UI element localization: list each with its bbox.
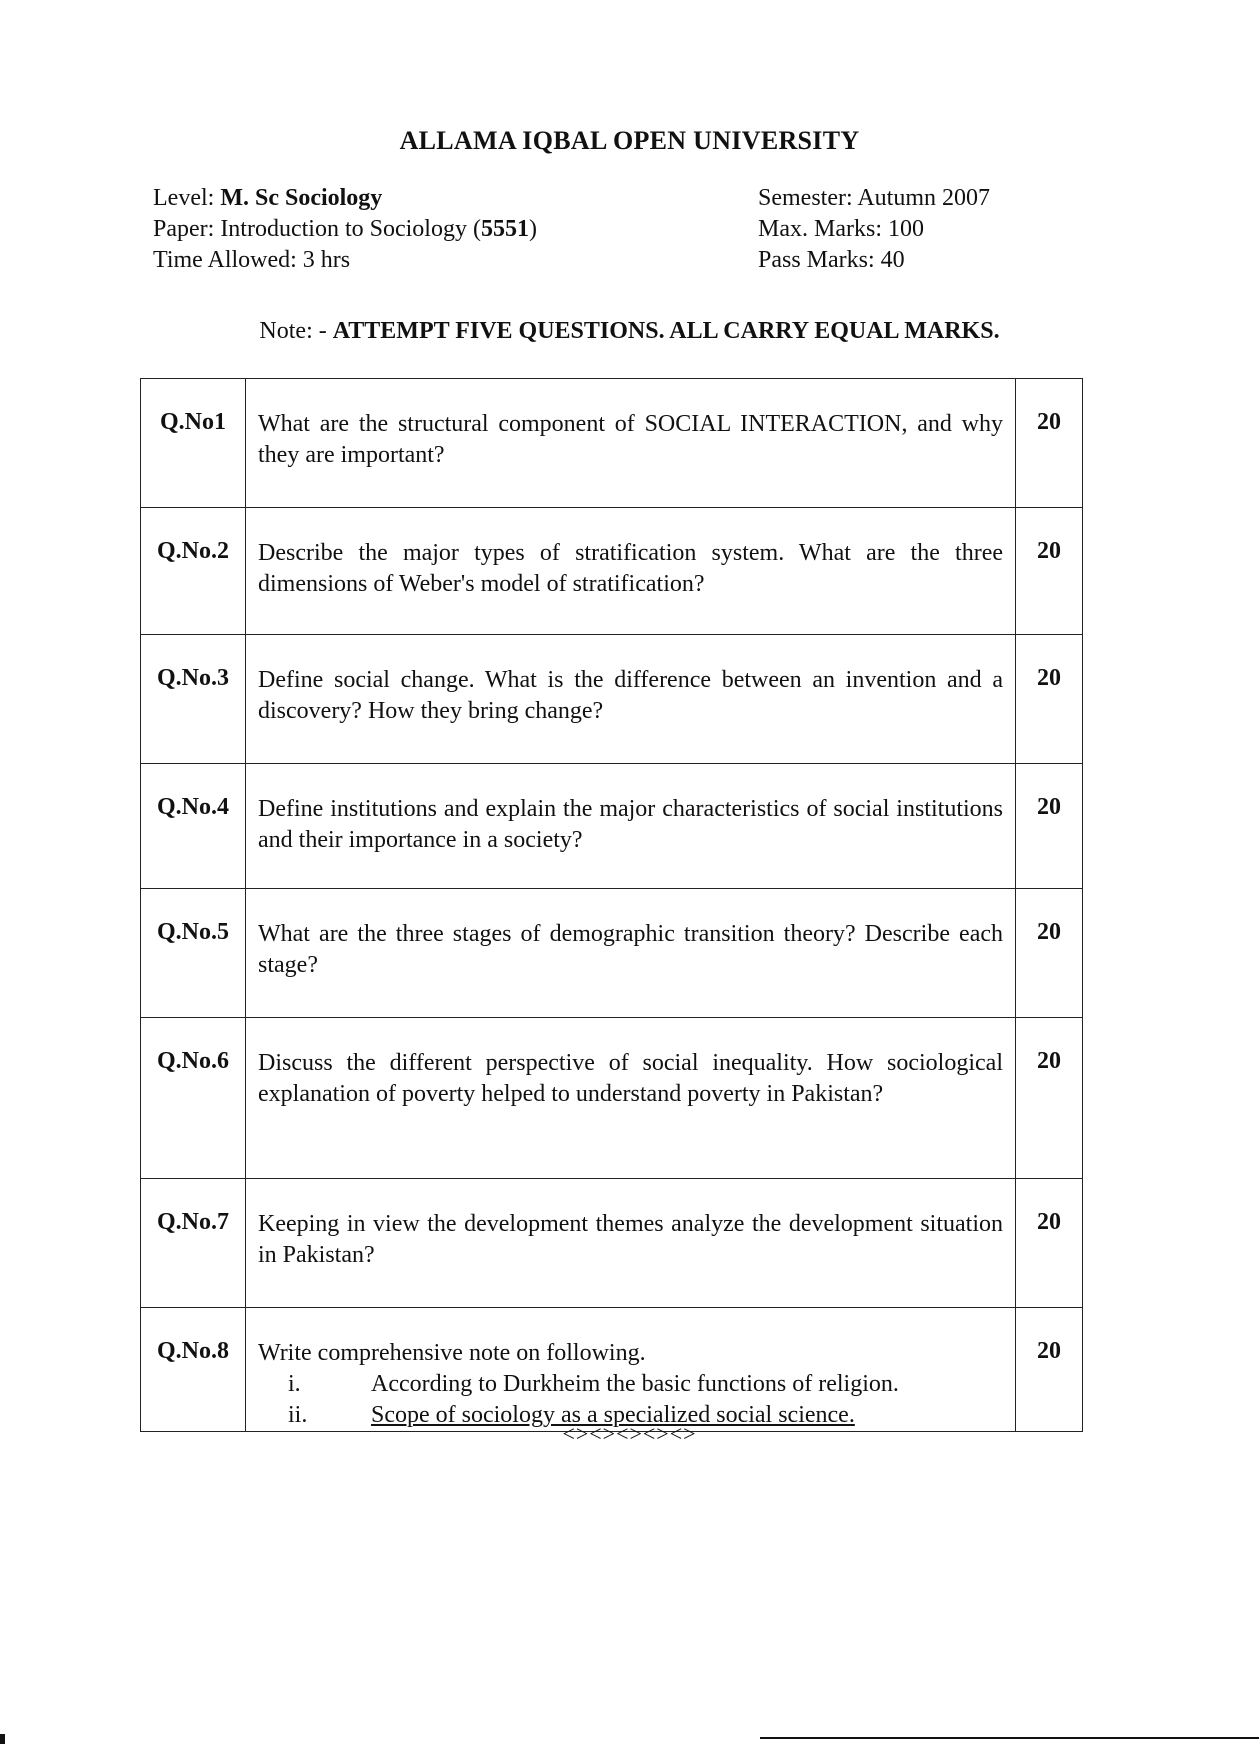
question-number: Q.No.5: [141, 889, 246, 1018]
question-marks: 20: [1016, 1308, 1083, 1432]
question-row: [141, 635, 1083, 764]
question-number: Q.No.2: [141, 508, 246, 635]
question-row: [141, 1308, 1083, 1432]
question-number: Q.No.8: [141, 1308, 246, 1432]
semester: Semester: Autumn 2007: [758, 185, 990, 211]
note-text: ATTEMPT FIVE QUESTIONS. ALL CARRY EQUAL MARKS.: [332, 318, 1000, 344]
university-title: ALLAMA IQBAL OPEN UNIVERSITY: [399, 126, 860, 155]
max-marks: Max. Marks: 100: [758, 216, 924, 242]
question-row: [141, 764, 1083, 889]
sub-item-text: Scope of sociology as a specialized social science.: [371, 1402, 855, 1428]
question-marks: 20: [1016, 635, 1083, 764]
question-marks: 20: [1016, 379, 1083, 508]
footer-rule: [760, 1737, 1259, 1739]
instructions-note: Note: - ATTEMPT FIVE QUESTIONS. ALL CARRY EQUAL MARKS.: [259, 318, 1000, 344]
question-row: [141, 508, 1083, 635]
question-text: Define institutions and explain the major characteristics of social institutions and their importance in a society?: [246, 764, 1016, 889]
scan-mark: [0, 1734, 5, 1744]
question-text: Define social change. What is the difference between an invention and a discovery? How they bring change?: [246, 635, 1016, 764]
question-text: Describe the major types of stratification system. What are the three dimensions of Weber's model of stratification?: [246, 508, 1016, 635]
sub-item: [258, 1369, 1003, 1400]
question-number: Q.No.7: [141, 1179, 246, 1308]
question-text: Discuss the different perspective of social inequality. How sociological explanation of poverty helped to understand poverty in Pakistan?: [246, 1018, 1016, 1179]
question-text: [246, 1308, 1016, 1432]
question-row: [141, 1179, 1083, 1308]
sub-item-number: ii.: [288, 1402, 308, 1428]
level-line: Level: M. Sc Sociology: [153, 185, 383, 211]
question-text: What are the three stages of demographic transition theory? Describe each stage?: [246, 889, 1016, 1018]
sub-item-number: i.: [288, 1371, 301, 1397]
question-number: Q.No.4: [141, 764, 246, 889]
question-text: What are the structural component of SOCIAL INTERACTION, and why they are important?: [246, 379, 1016, 508]
question-marks: 20: [1016, 1179, 1083, 1308]
time-allowed: Time Allowed: 3 hrs: [153, 247, 351, 273]
exam-details-left: [153, 183, 537, 276]
question-marks: 20: [1016, 764, 1083, 889]
level-value: M. Sc Sociology: [220, 185, 383, 211]
end-marker: <><><><><>: [562, 1421, 697, 1446]
question-number: Q.No1: [141, 379, 246, 508]
paper-line: Paper: Introduction to Sociology (5551): [153, 216, 537, 242]
pass-marks: Pass Marks: 40: [758, 247, 905, 273]
question-marks: 20: [1016, 889, 1083, 1018]
question-marks: 20: [1016, 508, 1083, 635]
paper-code: 5551: [480, 216, 529, 242]
question-text: Keeping in view the development themes analyze the development situation in Pakistan?: [246, 1179, 1016, 1308]
question-number: Q.No.3: [141, 635, 246, 764]
exam-details-right: [758, 183, 990, 276]
question-row: [141, 379, 1083, 508]
question-row: [141, 889, 1083, 1018]
question-intro: Write comprehensive note on following.: [258, 1340, 646, 1366]
sub-item-text: According to Durkheim the basic functions of religion.: [371, 1371, 899, 1397]
question-number: Q.No.6: [141, 1018, 246, 1179]
questions-table: [140, 378, 1083, 1432]
question-row: [141, 1018, 1083, 1179]
question-marks: 20: [1016, 1018, 1083, 1179]
